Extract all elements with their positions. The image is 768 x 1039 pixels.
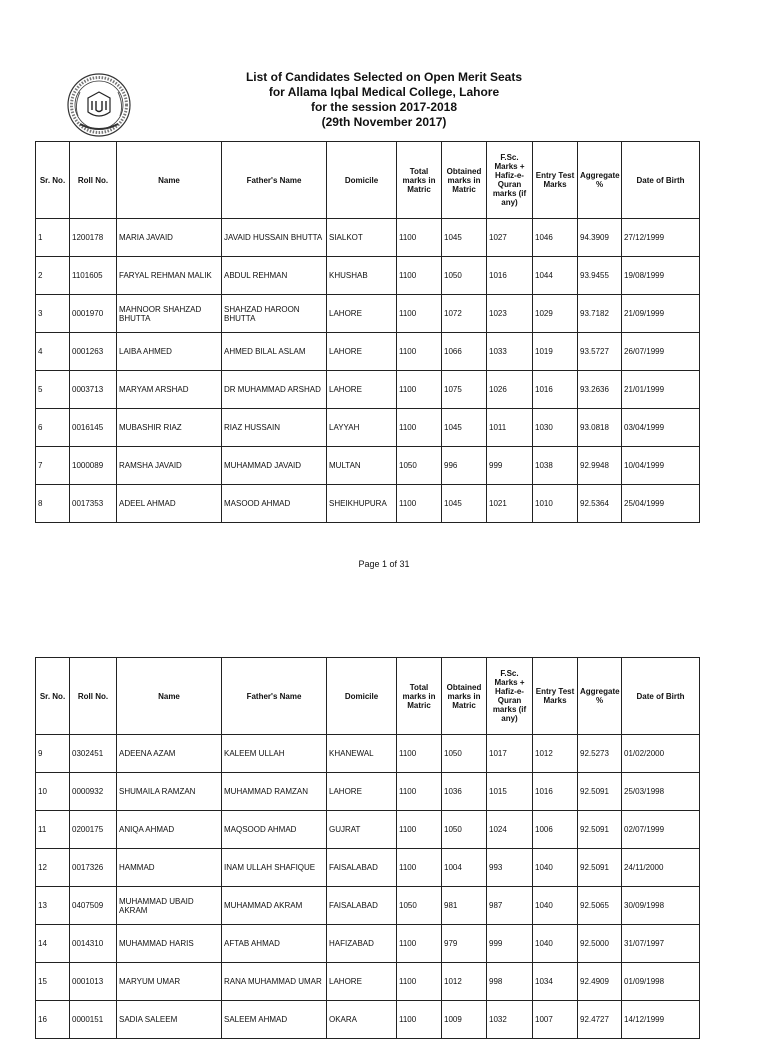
table-header-row xyxy=(36,658,700,735)
cell-domicile: LAHORE xyxy=(327,773,397,811)
document-header xyxy=(150,70,618,130)
cell-total-matric: 1100 xyxy=(397,963,442,1001)
cell-roll-no: 0200175 xyxy=(70,811,117,849)
cell-roll-no: 0407509 xyxy=(70,887,117,925)
cell-roll-no: 0001263 xyxy=(70,333,117,371)
cell-total-matric: 1100 xyxy=(397,773,442,811)
header-college: for Allama Iqbal Medical College, Lahore xyxy=(268,85,500,99)
cell-obtained-matric: 1066 xyxy=(442,333,487,371)
page-number: Page 1 of 31 xyxy=(358,559,410,569)
cell-fsc-marks: 1015 xyxy=(487,773,533,811)
column-header-aggregate: Aggregate % xyxy=(578,142,622,219)
cell-aggregate: 92.5273 xyxy=(578,735,622,773)
cell-obtained-matric: 1050 xyxy=(442,257,487,295)
column-header-sr-no: Sr. No. xyxy=(36,142,70,219)
cell-sr-no: 5 xyxy=(36,371,70,409)
cell-aggregate: 92.5065 xyxy=(578,887,622,925)
column-header-date-of-birth: Date of Birth xyxy=(622,658,700,735)
cell-domicile: OKARA xyxy=(327,1001,397,1039)
cell-name: LAIBA AHMED xyxy=(117,333,222,371)
cell-sr-no: 3 xyxy=(36,295,70,333)
cell-roll-no: 0014310 xyxy=(70,925,117,963)
column-header-fsc-marks: F.Sc. Marks + Hafiz-e-Quran marks (if any) xyxy=(487,142,533,219)
cell-roll-no: 0003713 xyxy=(70,371,117,409)
cell-total-matric: 1100 xyxy=(397,333,442,371)
cell-sr-no: 12 xyxy=(36,849,70,887)
cell-fsc-marks: 1017 xyxy=(487,735,533,773)
cell-roll-no: 0017353 xyxy=(70,485,117,523)
cell-fathers-name: MUHAMMAD AKRAM xyxy=(222,887,327,925)
cell-date-of-birth: 21/09/1999 xyxy=(622,295,700,333)
cell-sr-no: 11 xyxy=(36,811,70,849)
table-row xyxy=(36,925,700,963)
cell-date-of-birth: 25/03/1998 xyxy=(622,773,700,811)
column-header-domicile: Domicile xyxy=(327,658,397,735)
header-title: List of Candidates Selected on Open Merit Seats xyxy=(245,70,523,84)
cell-fsc-marks: 999 xyxy=(487,447,533,485)
cell-fathers-name: ABDUL REHMAN xyxy=(222,257,327,295)
cell-obtained-matric: 1075 xyxy=(442,371,487,409)
cell-sr-no: 14 xyxy=(36,925,70,963)
cell-obtained-matric: 996 xyxy=(442,447,487,485)
cell-fsc-marks: 1016 xyxy=(487,257,533,295)
cell-fathers-name: MUHAMMAD JAVAID xyxy=(222,447,327,485)
cell-fsc-marks: 1021 xyxy=(487,485,533,523)
cell-aggregate: 92.4909 xyxy=(578,963,622,1001)
cell-date-of-birth: 14/12/1999 xyxy=(622,1001,700,1039)
cell-name: ANIQA AHMAD xyxy=(117,811,222,849)
cell-aggregate: 92.5091 xyxy=(578,773,622,811)
cell-obtained-matric: 1009 xyxy=(442,1001,487,1039)
cell-entry-test: 1034 xyxy=(533,963,578,1001)
cell-domicile: SHEIKHUPURA xyxy=(327,485,397,523)
column-header-roll-no: Roll No. xyxy=(70,658,117,735)
cell-obtained-matric: 1004 xyxy=(442,849,487,887)
cell-total-matric: 1100 xyxy=(397,811,442,849)
cell-aggregate: 92.4727 xyxy=(578,1001,622,1039)
column-header-entry-test: Entry Test Marks xyxy=(533,658,578,735)
cell-entry-test: 1040 xyxy=(533,925,578,963)
cell-obtained-matric: 1072 xyxy=(442,295,487,333)
cell-name: MUBASHIR RIAZ xyxy=(117,409,222,447)
cell-total-matric: 1100 xyxy=(397,295,442,333)
university-seal-logo xyxy=(66,72,132,138)
cell-roll-no: 1000089 xyxy=(70,447,117,485)
cell-fsc-marks: 1011 xyxy=(487,409,533,447)
cell-aggregate: 92.5364 xyxy=(578,485,622,523)
cell-aggregate: 93.9455 xyxy=(578,257,622,295)
cell-roll-no: 0017326 xyxy=(70,849,117,887)
cell-obtained-matric: 1036 xyxy=(442,773,487,811)
cell-fsc-marks: 1024 xyxy=(487,811,533,849)
cell-domicile: HAFIZABAD xyxy=(327,925,397,963)
cell-name: MARIA JAVAID xyxy=(117,219,222,257)
cell-sr-no: 16 xyxy=(36,1001,70,1039)
cell-sr-no: 9 xyxy=(36,735,70,773)
cell-total-matric: 1100 xyxy=(397,485,442,523)
cell-domicile: GUJRAT xyxy=(327,811,397,849)
cell-date-of-birth: 26/07/1999 xyxy=(622,333,700,371)
table-row xyxy=(36,409,700,447)
cell-fathers-name: MAQSOOD AHMAD xyxy=(222,811,327,849)
column-header-date-of-birth: Date of Birth xyxy=(622,142,700,219)
table-row xyxy=(36,773,700,811)
column-header-total-matric: Total marks in Matric xyxy=(397,142,442,219)
table-row xyxy=(36,295,700,333)
column-header-total-matric: Total marks in Matric xyxy=(397,658,442,735)
cell-entry-test: 1040 xyxy=(533,849,578,887)
cell-total-matric: 1050 xyxy=(397,887,442,925)
merit-table-page-1 xyxy=(35,141,700,523)
cell-aggregate: 93.7182 xyxy=(578,295,622,333)
header-date: (29th November 2017) xyxy=(321,115,447,129)
cell-obtained-matric: 981 xyxy=(442,887,487,925)
table-row xyxy=(36,887,700,925)
cell-name: MUHAMMAD UBAID AKRAM xyxy=(117,887,222,925)
cell-fathers-name: JAVAID HUSSAIN BHUTTA xyxy=(222,219,327,257)
table-row xyxy=(36,1001,700,1039)
cell-name: MUHAMMAD HARIS xyxy=(117,925,222,963)
table-row xyxy=(36,811,700,849)
column-header-fsc-marks: F.Sc. Marks + Hafiz-e-Quran marks (if any) xyxy=(487,658,533,735)
cell-date-of-birth: 19/08/1999 xyxy=(622,257,700,295)
cell-entry-test: 1006 xyxy=(533,811,578,849)
cell-roll-no: 1101605 xyxy=(70,257,117,295)
table-row xyxy=(36,219,700,257)
cell-total-matric: 1100 xyxy=(397,1001,442,1039)
cell-sr-no: 7 xyxy=(36,447,70,485)
cell-sr-no: 13 xyxy=(36,887,70,925)
cell-roll-no: 0016145 xyxy=(70,409,117,447)
table-row xyxy=(36,485,700,523)
column-header-domicile: Domicile xyxy=(327,142,397,219)
cell-aggregate: 93.0818 xyxy=(578,409,622,447)
cell-date-of-birth: 27/12/1999 xyxy=(622,219,700,257)
cell-sr-no: 2 xyxy=(36,257,70,295)
cell-total-matric: 1100 xyxy=(397,735,442,773)
header-session: for the session 2017-2018 xyxy=(310,100,458,114)
cell-obtained-matric: 979 xyxy=(442,925,487,963)
cell-roll-no: 0302451 xyxy=(70,735,117,773)
cell-aggregate: 92.5000 xyxy=(578,925,622,963)
cell-entry-test: 1044 xyxy=(533,257,578,295)
cell-total-matric: 1100 xyxy=(397,219,442,257)
cell-entry-test: 1007 xyxy=(533,1001,578,1039)
cell-date-of-birth: 30/09/1998 xyxy=(622,887,700,925)
cell-date-of-birth: 31/07/1997 xyxy=(622,925,700,963)
cell-entry-test: 1038 xyxy=(533,447,578,485)
cell-total-matric: 1100 xyxy=(397,925,442,963)
cell-aggregate: 93.2636 xyxy=(578,371,622,409)
column-header-aggregate: Aggregate % xyxy=(578,658,622,735)
table-row xyxy=(36,735,700,773)
cell-domicile: MULTAN xyxy=(327,447,397,485)
cell-aggregate: 93.5727 xyxy=(578,333,622,371)
cell-name: RAMSHA JAVAID xyxy=(117,447,222,485)
cell-entry-test: 1016 xyxy=(533,773,578,811)
cell-domicile: LAHORE xyxy=(327,295,397,333)
cell-obtained-matric: 1012 xyxy=(442,963,487,1001)
cell-name: MAHNOOR SHAHZAD BHUTTA xyxy=(117,295,222,333)
cell-name: HAMMAD xyxy=(117,849,222,887)
column-header-obtained-matric: Obtained marks in Matric xyxy=(442,658,487,735)
cell-entry-test: 1019 xyxy=(533,333,578,371)
cell-fathers-name: SALEEM AHMAD xyxy=(222,1001,327,1039)
cell-entry-test: 1016 xyxy=(533,371,578,409)
table-row xyxy=(36,257,700,295)
cell-roll-no: 0001970 xyxy=(70,295,117,333)
cell-sr-no: 8 xyxy=(36,485,70,523)
column-header-roll-no: Roll No. xyxy=(70,142,117,219)
cell-roll-no: 0001013 xyxy=(70,963,117,1001)
cell-name: ADEENA AZAM xyxy=(117,735,222,773)
cell-obtained-matric: 1045 xyxy=(442,409,487,447)
cell-aggregate: 92.5091 xyxy=(578,849,622,887)
cell-fathers-name: DR MUHAMMAD ARSHAD xyxy=(222,371,327,409)
cell-domicile: LAYYAH xyxy=(327,409,397,447)
column-header-fathers-name: Father's Name xyxy=(222,142,327,219)
cell-domicile: KHUSHAB xyxy=(327,257,397,295)
cell-obtained-matric: 1045 xyxy=(442,485,487,523)
cell-date-of-birth: 10/04/1999 xyxy=(622,447,700,485)
cell-domicile: KHANEWAL xyxy=(327,735,397,773)
cell-sr-no: 6 xyxy=(36,409,70,447)
cell-entry-test: 1012 xyxy=(533,735,578,773)
cell-entry-test: 1029 xyxy=(533,295,578,333)
cell-sr-no: 10 xyxy=(36,773,70,811)
cell-date-of-birth: 03/04/1999 xyxy=(622,409,700,447)
cell-date-of-birth: 01/02/2000 xyxy=(622,735,700,773)
cell-fathers-name: RANA MUHAMMAD UMAR xyxy=(222,963,327,1001)
cell-roll-no: 0000932 xyxy=(70,773,117,811)
cell-aggregate: 92.9948 xyxy=(578,447,622,485)
merit-table-page-2 xyxy=(35,657,700,1039)
column-header-sr-no: Sr. No. xyxy=(36,658,70,735)
cell-name: FARYAL REHMAN MALIK xyxy=(117,257,222,295)
cell-domicile: LAHORE xyxy=(327,371,397,409)
cell-entry-test: 1030 xyxy=(533,409,578,447)
column-header-obtained-matric: Obtained marks in Matric xyxy=(442,142,487,219)
cell-fathers-name: INAM ULLAH SHAFIQUE xyxy=(222,849,327,887)
cell-fsc-marks: 993 xyxy=(487,849,533,887)
table-row xyxy=(36,849,700,887)
cell-fsc-marks: 1033 xyxy=(487,333,533,371)
cell-domicile: FAISALABAD xyxy=(327,887,397,925)
cell-date-of-birth: 24/11/2000 xyxy=(622,849,700,887)
column-header-name: Name xyxy=(117,142,222,219)
cell-total-matric: 1100 xyxy=(397,257,442,295)
cell-domicile: LAHORE xyxy=(327,333,397,371)
cell-name: MARYAM ARSHAD xyxy=(117,371,222,409)
cell-total-matric: 1100 xyxy=(397,849,442,887)
cell-sr-no: 4 xyxy=(36,333,70,371)
cell-fsc-marks: 999 xyxy=(487,925,533,963)
column-header-name: Name xyxy=(117,658,222,735)
cell-domicile: FAISALABAD xyxy=(327,849,397,887)
cell-fsc-marks: 1026 xyxy=(487,371,533,409)
column-header-entry-test: Entry Test Marks xyxy=(533,142,578,219)
cell-name: SADIA SALEEM xyxy=(117,1001,222,1039)
cell-name: SHUMAILA RAMZAN xyxy=(117,773,222,811)
cell-fsc-marks: 1023 xyxy=(487,295,533,333)
cell-name: MARYUM UMAR xyxy=(117,963,222,1001)
cell-entry-test: 1040 xyxy=(533,887,578,925)
table-header-row xyxy=(36,142,700,219)
cell-entry-test: 1010 xyxy=(533,485,578,523)
table-row xyxy=(36,371,700,409)
cell-name: ADEEL AHMAD xyxy=(117,485,222,523)
cell-fathers-name: MUHAMMAD RAMZAN xyxy=(222,773,327,811)
cell-fathers-name: SHAHZAD HAROON BHUTTA xyxy=(222,295,327,333)
column-header-fathers-name: Father's Name xyxy=(222,658,327,735)
cell-total-matric: 1100 xyxy=(397,409,442,447)
cell-aggregate: 94.3909 xyxy=(578,219,622,257)
cell-date-of-birth: 25/04/1999 xyxy=(622,485,700,523)
cell-date-of-birth: 02/07/1999 xyxy=(622,811,700,849)
cell-entry-test: 1046 xyxy=(533,219,578,257)
cell-fathers-name: MASOOD AHMAD xyxy=(222,485,327,523)
cell-obtained-matric: 1050 xyxy=(442,735,487,773)
cell-total-matric: 1050 xyxy=(397,447,442,485)
table-row xyxy=(36,333,700,371)
cell-sr-no: 1 xyxy=(36,219,70,257)
cell-date-of-birth: 01/09/1998 xyxy=(622,963,700,1001)
cell-fathers-name: KALEEM ULLAH xyxy=(222,735,327,773)
cell-fsc-marks: 1027 xyxy=(487,219,533,257)
table-row xyxy=(36,963,700,1001)
cell-sr-no: 15 xyxy=(36,963,70,1001)
cell-fathers-name: AHMED BILAL ASLAM xyxy=(222,333,327,371)
cell-obtained-matric: 1050 xyxy=(442,811,487,849)
cell-roll-no: 0000151 xyxy=(70,1001,117,1039)
cell-fathers-name: RIAZ HUSSAIN xyxy=(222,409,327,447)
cell-date-of-birth: 21/01/1999 xyxy=(622,371,700,409)
cell-obtained-matric: 1045 xyxy=(442,219,487,257)
table-row xyxy=(36,447,700,485)
cell-domicile: SIALKOT xyxy=(327,219,397,257)
cell-total-matric: 1100 xyxy=(397,371,442,409)
cell-domicile: LAHORE xyxy=(327,963,397,1001)
cell-aggregate: 92.5091 xyxy=(578,811,622,849)
cell-fsc-marks: 998 xyxy=(487,963,533,1001)
cell-fsc-marks: 987 xyxy=(487,887,533,925)
cell-fathers-name: AFTAB AHMAD xyxy=(222,925,327,963)
cell-fsc-marks: 1032 xyxy=(487,1001,533,1039)
cell-roll-no: 1200178 xyxy=(70,219,117,257)
